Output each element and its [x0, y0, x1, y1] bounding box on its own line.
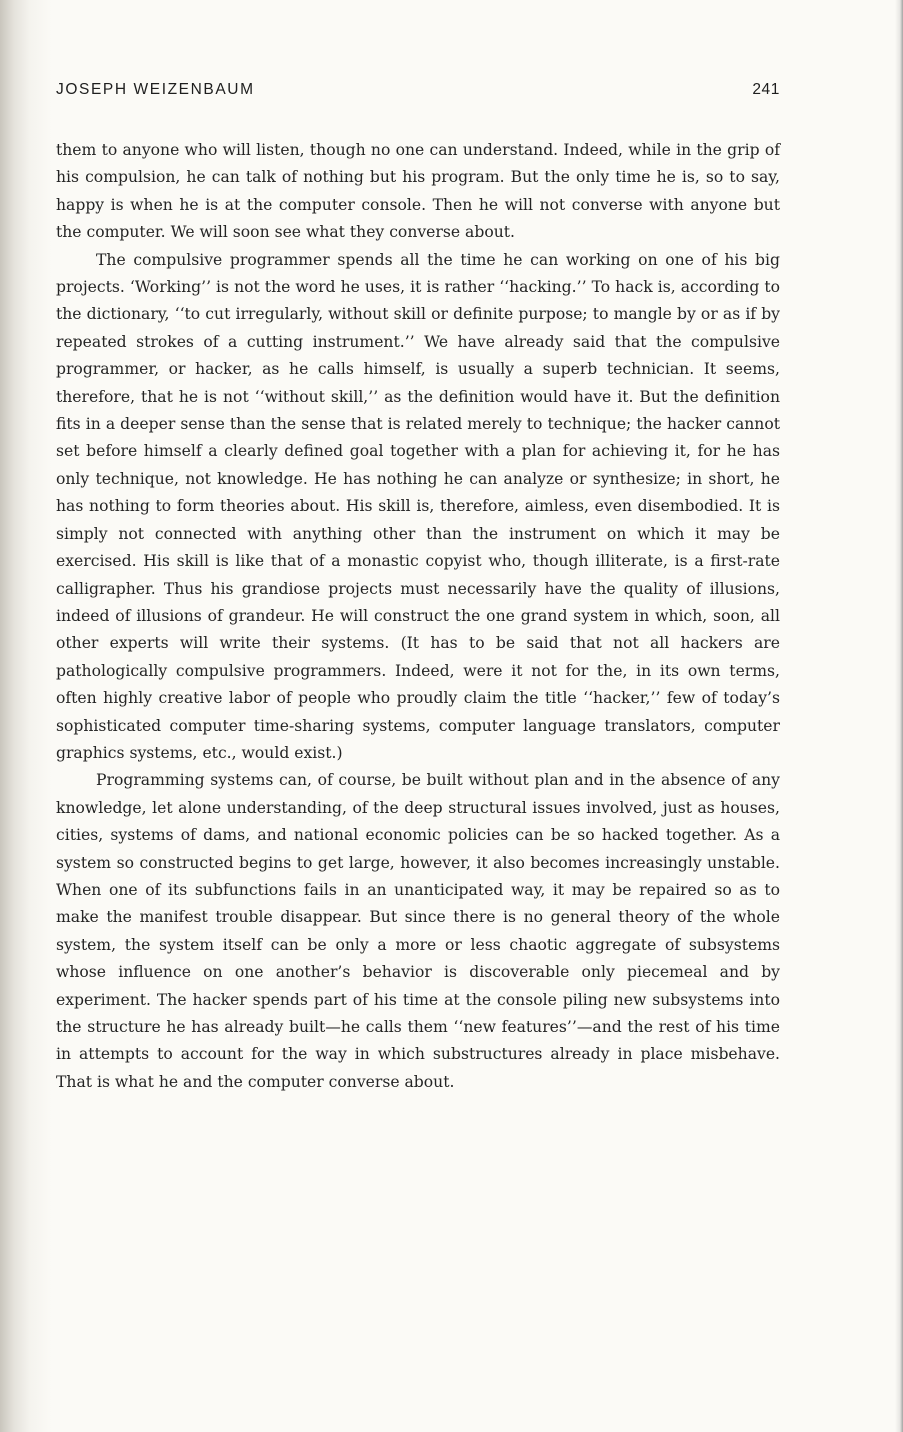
- page-number: 241: [752, 81, 780, 98]
- running-head-author: JOSEPH WEIZENBAUM: [56, 81, 255, 98]
- paragraph-programming-systems: Programming systems can, of course, be built without plan and in the absence of any knowledge, let alone understanding, of the deep structural issues involved, just as houses, cities, systems of dams, and national economic policies can be so hacked together. As a system so constructed begins to get large, however, it also becomes increasingly unstable. When one of its subfunctions fails in an unanticipated way, it may be repaired so as to make the manifest trouble disappear. But since there is no general theory of the whole system, the system itself can be only a more or less chaotic aggregate of subsystems whose influence on one another’s behavior is discoverable only piecemeal and by experiment. The hacker spends part of his time at the console piling new subsystems into the structure he has already built—he calls them ‘‘new features’’—and the rest of his time in attempts to account for the way in which substructures already in place misbehave. That is what he and the computer converse about.: [56, 771, 780, 1091]
- paragraph-continuation: them to anyone who will listen, though no one can understand. Indeed, while in the grip of his compulsion, he can talk of nothing but his program. But the only time he is, so to say, happy is when he is at the computer console. Then he will not converse with anyone but the computer. We will soon see what they converse about.: [56, 141, 780, 242]
- running-head: [56, 80, 780, 104]
- paragraph-compulsive-programmer: The compulsive programmer spends all the time he can working on one of his big projects. ‘Working’’ is not the word he uses, it is rather ‘‘hacking.’’ To hack is, according to the dictionary, ‘‘to cut irregularly, without skill or definite purpose; to mangle by or as if by repeated strokes of a cutting instrument.’’ We have already said that the compulsive programmer, or hacker, as he calls himself, is usually a superb technician. It seems, therefore, that he is not ‘‘without skill,’’ as the definition would have it. But the definition fits in a deeper sense than the sense that is related merely to technique; the hacker cannot set before himself a clearly defined goal together with a plan for achieving it, for he has only technique, not knowledge. He has nothing he can analyze or synthesize; in short, he has nothing to form theories about. His skill is, therefore, aimless, even disembodied. It is simply not connected with anything other than the instrument on which it may be exercised. His skill is like that of a monastic copyist who, though illiterate, is a first-rate calligrapher. Thus his grandiose projects must necessarily have the quality of illusions, indeed of illusions of grandeur. He will construct the one grand system in which, soon, all other experts will write their systems. (It has to be said that not all hackers are pathologically compulsive programmers. Indeed, were it not for the, in its own terms, often highly creative labor of people who proudly claim the title ‘‘hacker,’’ few of today’s sophisticated computer time-sharing systems, computer language translators, computer graphics systems, etc., would exist.): [56, 250, 780, 762]
- body-text: [56, 137, 780, 1096]
